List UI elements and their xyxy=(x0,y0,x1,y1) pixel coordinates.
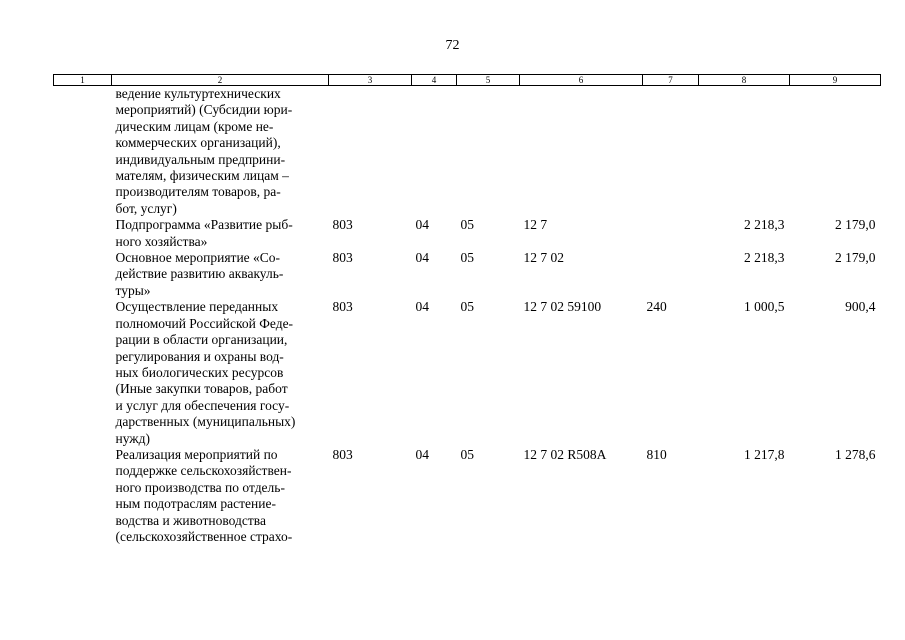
name-line: производителям товаров, ра- xyxy=(115,184,281,200)
column-header-9: 9 xyxy=(790,75,881,86)
name-line: водства и животноводства xyxy=(115,512,266,528)
table-row xyxy=(54,217,881,250)
name-line: мероприятий) (Субсидии юри- xyxy=(115,102,293,118)
cell-name xyxy=(112,86,329,218)
cell-ministry-code: 803 xyxy=(332,299,353,315)
cell-subsection: 05 xyxy=(460,250,474,266)
cell-amount-2 xyxy=(790,86,881,218)
cell-amount-1 xyxy=(699,86,790,218)
cell-amount-2: 2 179,0 xyxy=(835,217,876,233)
cell-ministry-code xyxy=(329,86,412,218)
cell-name xyxy=(112,217,329,250)
name-line: коммерческих организаций), xyxy=(115,135,281,151)
cell-name xyxy=(112,299,329,447)
column-header-1: 1 xyxy=(54,75,112,86)
cell-target-article xyxy=(520,86,643,218)
header-row xyxy=(54,75,881,86)
table-row xyxy=(54,299,881,447)
cell-ministry-code: 803 xyxy=(332,250,353,266)
cell-index xyxy=(54,250,112,299)
cell-index xyxy=(54,86,112,218)
name-line: ных биологических ресурсов xyxy=(115,364,284,380)
name-line: ного производства по отдель- xyxy=(115,479,285,495)
column-header-6: 6 xyxy=(520,75,643,86)
column-header-8: 8 xyxy=(699,75,790,86)
cell-index xyxy=(54,299,112,447)
table-row xyxy=(54,86,881,218)
cell-name xyxy=(112,250,329,299)
cell-expense-type xyxy=(643,250,699,299)
table-row xyxy=(54,447,881,545)
name-line: и услуг для обеспечения госу- xyxy=(115,397,290,413)
cell-section: 04 xyxy=(415,446,429,462)
name-line: полномочий Российской Феде- xyxy=(115,315,294,331)
column-header-5: 5 xyxy=(457,75,520,86)
cell-target-article: 12 7 xyxy=(523,217,548,233)
cell-expense-type: 240 xyxy=(646,299,667,315)
column-header-2: 2 xyxy=(112,75,329,86)
name-line: ведение культуртехнических xyxy=(115,86,281,101)
cell-amount-1: 1 000,5 xyxy=(744,299,785,315)
table-row xyxy=(54,250,881,299)
cell-amount-2: 2 179,0 xyxy=(835,250,876,266)
cell-ministry-code: 803 xyxy=(332,446,353,462)
cell-subsection: 05 xyxy=(460,217,474,233)
cell-ministry-code: 803 xyxy=(332,217,353,233)
cell-amount-1: 2 218,3 xyxy=(744,250,785,266)
cell-subsection xyxy=(457,86,520,218)
column-header-7: 7 xyxy=(643,75,699,86)
cell-target-article: 12 7 02 R508A xyxy=(523,446,607,462)
name-line: рации в области организации, xyxy=(115,332,288,348)
name-line: действие развитию аквакуль- xyxy=(115,266,284,282)
name-line: регулирования и охраны вод- xyxy=(115,348,284,364)
name-line: Осуществление переданных xyxy=(115,299,279,315)
cell-index xyxy=(54,217,112,250)
column-header-4: 4 xyxy=(412,75,457,86)
name-line: Подпрограмма «Развитие рыб- xyxy=(115,217,293,233)
cell-section: 04 xyxy=(415,250,429,266)
name-line: нужд) xyxy=(115,430,150,446)
name-line: ного хозяйства» xyxy=(115,233,208,249)
name-line: ным подотраслям растение- xyxy=(115,496,276,512)
cell-target-article: 12 7 02 59100 xyxy=(523,299,602,315)
cell-section: 04 xyxy=(415,299,429,315)
name-line: Основное мероприятие «Со- xyxy=(115,250,281,266)
cell-section: 04 xyxy=(415,217,429,233)
cell-amount-1: 1 217,8 xyxy=(744,446,785,462)
column-header-3: 3 xyxy=(329,75,412,86)
name-line: (сельскохозяйственное страхо- xyxy=(115,528,293,544)
cell-section xyxy=(412,86,457,218)
name-line: поддержке сельскохозяйствен- xyxy=(115,463,292,479)
name-line: дарственных (муниципальных) xyxy=(115,414,296,430)
name-line: индивидуальным предприни- xyxy=(115,151,286,167)
name-line: Реализация мероприятий по xyxy=(115,446,278,462)
cell-expense-type xyxy=(643,86,699,218)
cell-amount-2: 1 278,6 xyxy=(835,446,876,462)
name-line: (Иные закупки товаров, работ xyxy=(115,381,288,397)
cell-subsection: 05 xyxy=(460,299,474,315)
budget-table xyxy=(53,74,881,545)
cell-amount-2: 900,4 xyxy=(845,299,876,315)
name-line: бот, услуг) xyxy=(115,200,177,216)
cell-expense-type xyxy=(643,217,699,250)
page-number: 72 xyxy=(445,38,460,53)
name-line: туры» xyxy=(115,282,151,298)
cell-name xyxy=(112,447,329,545)
cell-amount-1: 2 218,3 xyxy=(744,217,785,233)
cell-index xyxy=(54,447,112,545)
cell-subsection: 05 xyxy=(460,446,474,462)
name-line: дическим лицам (кроме не- xyxy=(115,118,274,134)
cell-target-article: 12 7 02 xyxy=(523,250,564,266)
name-line: мателям, физическим лицам – xyxy=(115,168,289,184)
cell-expense-type: 810 xyxy=(646,446,667,462)
